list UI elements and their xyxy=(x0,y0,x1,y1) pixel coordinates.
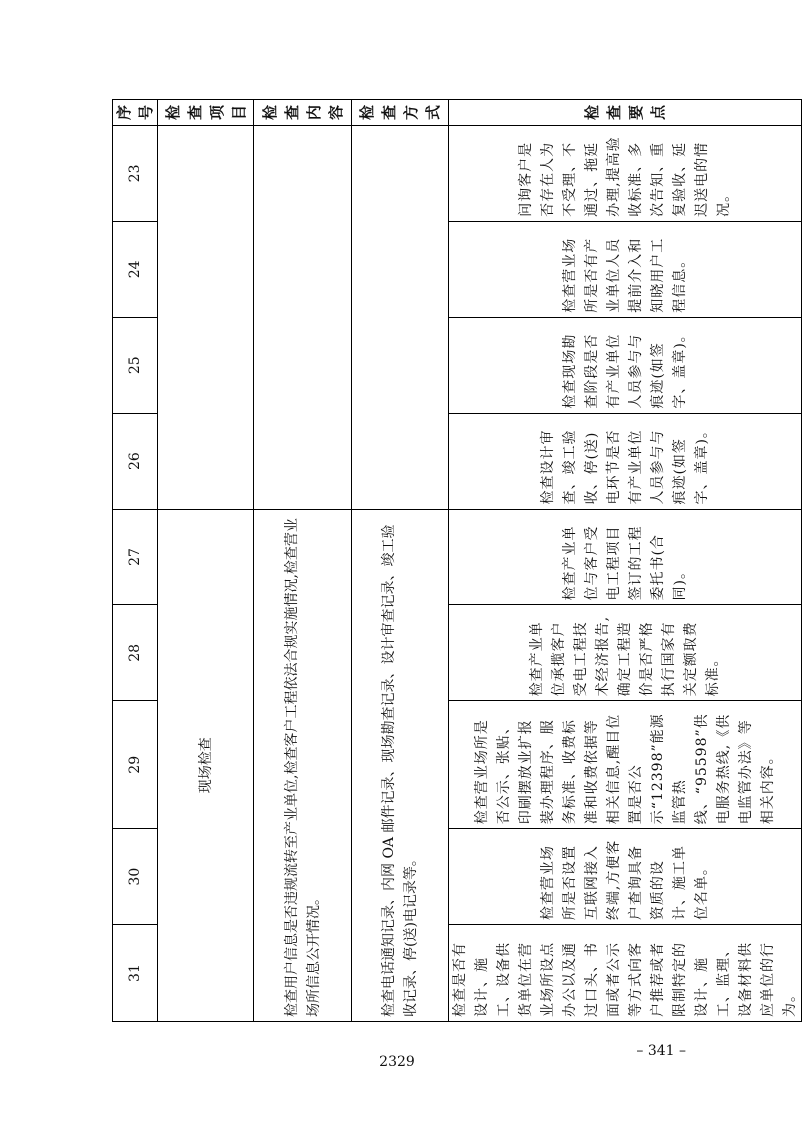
table-row-item xyxy=(158,99,254,1021)
page-number: – 341 – xyxy=(636,1043,686,1059)
inspection-point: 检查是否有设计、施工、设备供货单位在营业场所设点办公以及通过口头、书面或者公示等方式向客户推荐或者限制特定的设计、施工、监理、设备材料供应单位的行为。 xyxy=(448,925,801,1022)
inspection-point: 检查产业单位承揽客户受电工程技术经济报告,确定工程造价是否严格执行国家有关定额取费标准。 xyxy=(448,605,801,701)
header-item: 检查项目 xyxy=(158,99,254,125)
merged-item: 现场检查 xyxy=(158,509,254,1021)
table-row-content xyxy=(254,99,352,1021)
table-row-method xyxy=(352,99,448,1021)
row-number: 25 xyxy=(113,317,158,413)
row-number: 29 xyxy=(113,701,158,829)
table-row-points xyxy=(448,99,801,1021)
inspection-point: 检查现场勘查阶段是否有产业单位人员参与与痕迹(如签字、盖章)。 xyxy=(448,317,801,413)
header-content: 检查内容 xyxy=(254,99,352,125)
empty-cell xyxy=(254,125,352,509)
inspection-point: 检查设计审查、竣工验收、停(送)电环节是否有产业单位人员参与与痕迹(如签字、盖章)。 xyxy=(448,413,801,509)
inspection-point: 检查营业场所是否公示、张贴、印刷摆放业扩报装办理程序、服务标准、收费标准和收费依据等相关信息,醒目位置是否公示“12398”能源监管热线、“95598”供电服务热线,《供电监管办法》等相关内容。 xyxy=(448,701,801,829)
inspection-point: 检查营业场所是否设置互联网接入终端,方便客户查询具备资质的设计、施工单位名单。 xyxy=(448,829,801,925)
rotated-table-container xyxy=(112,100,798,1022)
inspection-point: 检查营业场所是否有产业单位人员提前介入和知晓用户工程信息。 xyxy=(448,221,801,317)
inspection-point: 问询客户是否存在人为不受理、不通过、拖延办理,提高验收标准、多次告知、重复验收、延迟送电的情况。 xyxy=(448,125,801,221)
row-number: 27 xyxy=(113,509,158,605)
row-number: 31 xyxy=(113,925,158,1022)
inspection-table xyxy=(112,99,802,1022)
inspection-point: 检查产业单位与客户受电工程项目签订的工程委托书(合同)。 xyxy=(448,509,801,605)
merged-content: 检查用户信息是否违规流转至产业单位,检查客户工程依法合规实施情况,检查营业场所信息公开情况。 xyxy=(254,509,352,1021)
row-number: 26 xyxy=(113,413,158,509)
row-number: 23 xyxy=(113,125,158,221)
row-number: 24 xyxy=(113,221,158,317)
row-number: 28 xyxy=(113,605,158,701)
empty-cell xyxy=(158,125,254,509)
header-points: 检查要点 xyxy=(448,99,801,125)
header-method: 检查方式 xyxy=(352,99,448,125)
merged-method: 检查电话通知记录、内网 OA 邮件记录、现场勘查记录、设计审查记录、竣工验收记录、停(送)电记录等。 xyxy=(352,509,448,1021)
row-number: 30 xyxy=(113,829,158,925)
table-row-seq xyxy=(113,99,158,1021)
document-number: 2329 xyxy=(379,1054,415,1070)
empty-cell xyxy=(352,125,448,509)
header-seq: 序号 xyxy=(113,99,158,125)
